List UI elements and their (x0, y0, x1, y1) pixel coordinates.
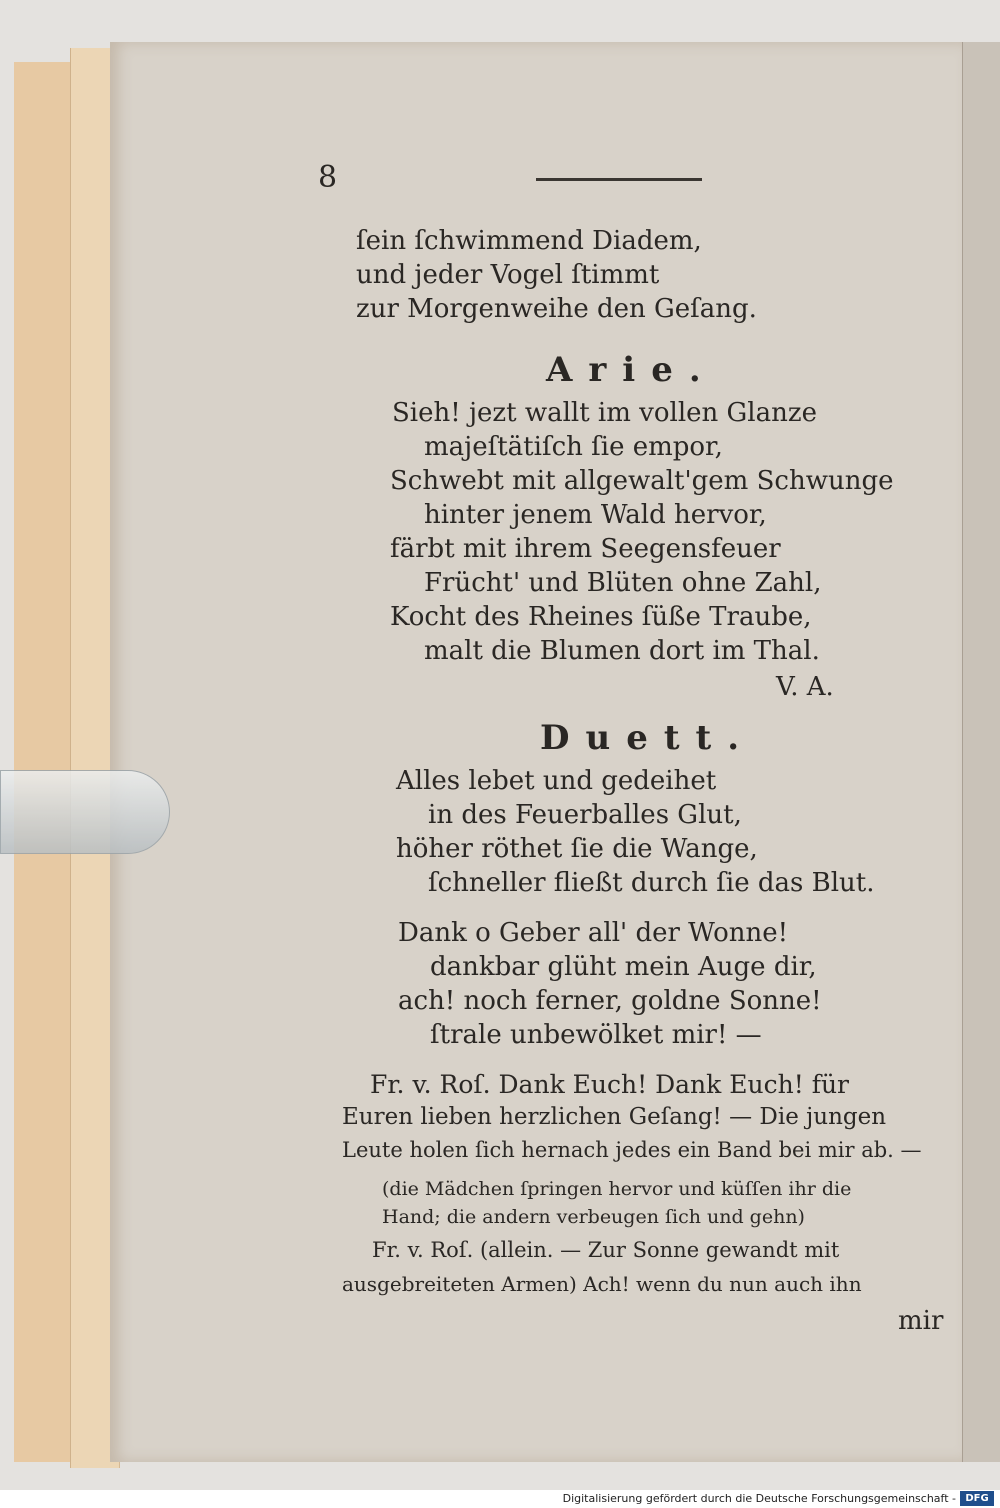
prose-line: Euren lieben herzlichen Geſang! — Die jungen (342, 1104, 887, 1130)
verse-line: ſein ſchwimmend Diadem, (356, 226, 702, 256)
verse-line: dankbar glüht mein Auge dir, (430, 952, 817, 982)
verse-line: hinter jenem Wald hervor, (424, 500, 767, 530)
page-holder-clip (0, 770, 170, 854)
verse-line: ſtrale unbewölket mir! — (430, 1020, 762, 1050)
footer-credit: Digitalisierung gefördert durch die Deutsche Forschungsgemeinschaft - (562, 1492, 956, 1505)
verse-line: und jeder Vogel ſtimmt (356, 260, 660, 290)
header-rule (536, 178, 702, 181)
verse-line: höher röthet ſie die Wange, (396, 834, 758, 864)
page-number: 8 (318, 160, 338, 195)
stage-direction-line: Hand; die andern verbeugen ſich und gehn) (382, 1206, 805, 1228)
verse-line: malt die Blumen dort im Thal. (424, 636, 820, 666)
verse-line: Schwebt mit allgewalt'gem Schwunge (390, 466, 894, 496)
verse-line: in des Feuerballes Glut, (428, 800, 742, 830)
verse-line: ach! noch ferner, goldne Sonne! (398, 986, 822, 1016)
verse-line: färbt mit ihrem Seegensfeuer (390, 534, 781, 564)
verse-line: ſchneller fließt durch ſie das Blut. (428, 868, 875, 898)
dfg-logo: DFG (960, 1491, 994, 1506)
section-heading-duett: Duett. (540, 718, 756, 758)
verse-line: Dank o Geber all' der Wonne! (398, 918, 789, 948)
prose-line: Fr. v. Roſ. Dank Euch! Dank Euch! für (370, 1070, 850, 1099)
catchword: mir (898, 1306, 944, 1336)
verse-line: Sieh! jezt wallt im vollen Glanze (392, 398, 817, 428)
verse-line: Kocht des Rheines ſüße Traube, (390, 602, 812, 632)
verse-line: majeſtätiſch ſie empor, (424, 432, 723, 462)
prose-line: ausgebreiteten Armen) Ach! wenn du nun auch ihn (342, 1272, 862, 1296)
stage-direction-line: (die Mädchen ſpringen hervor und küſſen ihr die (382, 1178, 852, 1200)
prose-line: Leute holen ſich hernach jedes ein Band bei mir ab. — (342, 1138, 922, 1162)
verse-line: Frücht' und Blüten ohne Zahl, (424, 568, 822, 598)
verse-line: Alles lebet und gedeihet (396, 766, 717, 796)
section-heading-arie: Arie. (546, 350, 717, 390)
prose-line: Fr. v. Roſ. (allein. — Zur Sonne gewandt mit (372, 1238, 840, 1262)
signature: V. A. (776, 672, 834, 702)
facing-page-edge (962, 42, 1000, 1462)
verse-line: zur Morgenweihe den Geſang. (356, 294, 757, 324)
